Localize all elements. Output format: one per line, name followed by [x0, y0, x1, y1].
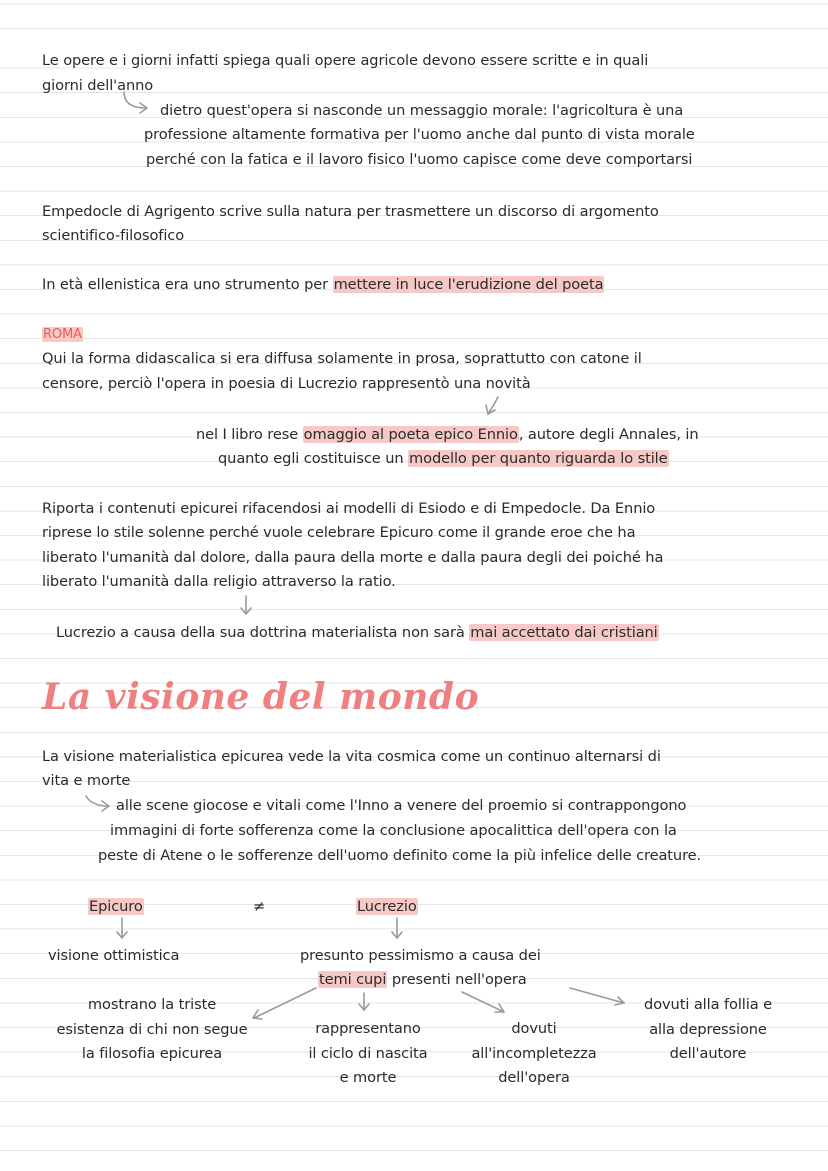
text-segment: presenti nell'opera — [387, 971, 527, 988]
branch-line: dell'autore — [669, 1045, 747, 1063]
text-line: censore, perciò l'opera in poesia di Lucrezio rappresentò una novità — [42, 375, 531, 392]
branch-line: dovuti — [511, 1020, 557, 1037]
heading-text: ROMA — [43, 327, 82, 342]
diagram-head-epicuro — [88, 895, 144, 920]
heading-text: Lucrezio — [357, 898, 417, 915]
branch-line: il ciclo di nascita — [308, 1044, 428, 1062]
down-arrow-icon — [241, 596, 251, 614]
text-line: immagini di forte sofferenza come la conclusione apocalittica dell'opera con la — [110, 822, 677, 839]
diagram-node-ottimistica: visione ottimistica — [48, 947, 180, 964]
text-segment: quanto egli costituisce un — [218, 450, 409, 467]
text-line: vita e morte — [42, 772, 131, 789]
curved-arrow-icon — [86, 796, 109, 811]
arrow-to-branch-3-icon — [462, 992, 504, 1012]
highlighted-text: mettere in luce l'erudizione del poeta — [333, 276, 604, 293]
highlighted-text: mai accettato dai cristiani — [470, 624, 658, 641]
text-line — [56, 621, 659, 646]
text-line: Qui la forma didascalica si era diffusa solamente in prosa, soprattutto con catone il — [42, 350, 642, 367]
down-arrow-icon — [486, 397, 498, 414]
text-segment: In età ellenistica era uno strumento per — [42, 276, 333, 293]
text-line: liberato l'umanità dalla religio attraverso la ratio. — [42, 573, 396, 590]
section-title: La visione del mondo — [42, 676, 480, 718]
highlighted-text: modello per quanto riguarda lo stile — [409, 450, 668, 467]
branch-line: e morte — [339, 1069, 397, 1087]
text-line: scientifico-filosofico — [42, 227, 185, 244]
heading-text: Epicuro — [89, 898, 143, 915]
diagram-branch-2 — [292, 1017, 444, 1091]
branch-line: rappresentano — [315, 1020, 421, 1037]
arrow-to-branch-2-icon — [359, 993, 369, 1010]
text-line — [42, 273, 604, 298]
text-segment: , autore degli Annales, in — [518, 426, 699, 443]
arrow-to-branch-4-icon — [570, 988, 624, 1005]
text-line: Empedocle di Agrigento scrive sulla natura per trasmettere un discorso di argomento — [42, 203, 659, 220]
diagram-branch-4 — [630, 993, 786, 1067]
branch-line: la filosofia epicurea — [81, 1045, 223, 1063]
section-heading-roma — [42, 323, 83, 348]
branch-line: dovuti alla follia e — [644, 996, 772, 1013]
diagram-node-pessimismo: presunto pessimismo a causa dei — [300, 947, 541, 964]
text-line: professione altamente formativa per l'uomo anche dal punto di vista morale — [144, 126, 695, 143]
text-segment: nel I libro rese — [196, 426, 303, 443]
diagram-branch-3 — [458, 1017, 610, 1091]
diagram-node-pessimismo-line2 — [318, 968, 527, 993]
highlighted-text: omaggio al poeta epico Ennio — [303, 426, 518, 443]
text-line — [196, 423, 699, 448]
text-line: giorni dell'anno — [42, 77, 154, 94]
text-line: Le opere e i giorni infatti spiega quali opere agricole devono essere scritte e in quali — [42, 52, 649, 69]
text-line: dietro quest'opera si nasconde un messaggio morale: l'agricoltura è una — [160, 102, 684, 119]
not-equal-sign: ≠ — [253, 898, 266, 915]
down-arrow-icon — [392, 918, 402, 938]
text-line: perché con la fatica e il lavoro fisico l'uomo capisce come deve comportarsi — [146, 151, 693, 168]
text-segment: Lucrezio a causa della sua dottrina materialista non sarà — [56, 624, 470, 641]
text-line: La visione materialistica epicurea vede la vita cosmica come un continuo alternarsi di — [42, 748, 661, 765]
branch-line: esistenza di chi non segue — [56, 1020, 248, 1038]
text-line: riprese lo stile solenne perché vuole celebrare Epicuro come il grande eroe che ha — [42, 524, 636, 541]
diagram-branch-1 — [40, 993, 264, 1067]
text-line: alle scene giocose e vitali come l'Inno a venere del proemio si contrappongono — [116, 797, 687, 814]
text-line: Riporta i contenuti epicurei rifacendosi ai modelli di Esiodo e di Empedocle. Da Ennio — [42, 500, 656, 517]
branch-line: all'incompletezza — [471, 1044, 597, 1062]
text-line: liberato l'umanità dal dolore, dalla paura della morte e dalla paura degli dei poiché ha — [42, 549, 664, 566]
down-arrow-icon — [117, 918, 127, 938]
highlighted-text: temi cupi — [319, 971, 387, 988]
text-line: peste di Atene o le sofferenze dell'uomo definito come la più infelice delle creature. — [98, 847, 702, 864]
text-line — [218, 447, 669, 472]
branch-line: mostrano la triste — [87, 996, 217, 1013]
diagram-head-lucrezio — [356, 895, 418, 920]
branch-line: alla depressione — [649, 1020, 767, 1038]
branch-line: dell'opera — [498, 1069, 570, 1087]
